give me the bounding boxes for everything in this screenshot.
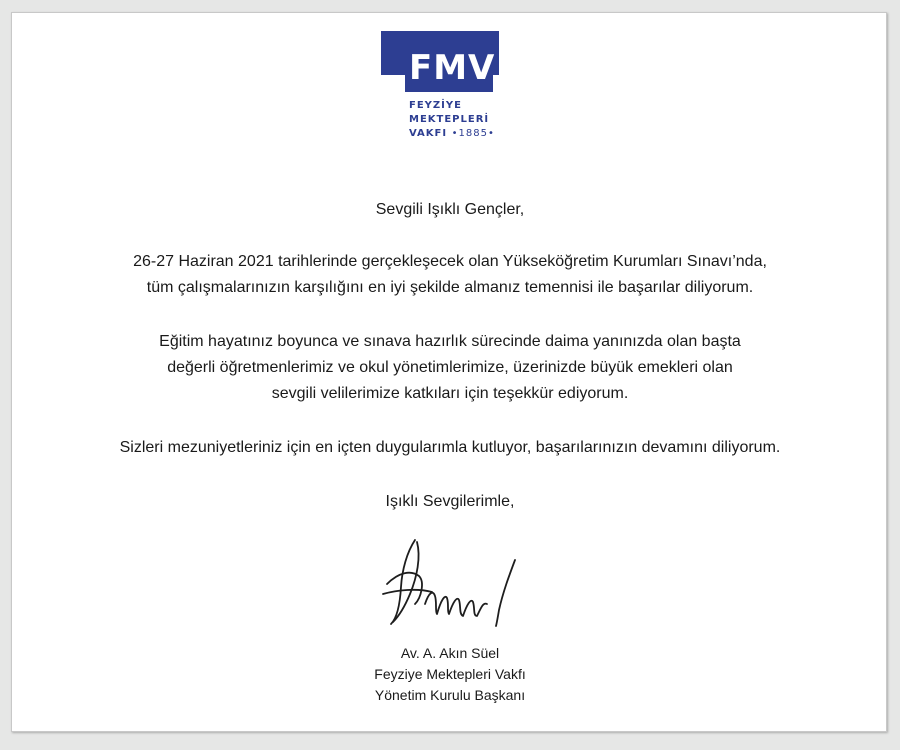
fmv-logo: [381, 31, 499, 156]
signer-organization: Feyziye Mektepleri Vakfı: [374, 666, 526, 682]
logo-line-3-name: VAKFI: [409, 128, 448, 139]
greeting-text: Sevgili Işıklı Gençler,: [375, 201, 525, 218]
paragraph-3: [0, 435, 900, 461]
paragraph-1: [0, 249, 900, 301]
closing: [0, 489, 900, 515]
paragraph-2-line-2: değerli öğretmenlerimiz ve okul yönetimlerimize, üzerinizde büyük emekleri olan: [167, 359, 733, 376]
logo-letters: FMV: [405, 44, 493, 92]
closing-text: Işıklı Sevgilerimle,: [385, 493, 515, 510]
greeting: [0, 197, 900, 223]
logo-line-2: MEKTEPLERİ: [409, 114, 490, 125]
signer-name: Av. A. Akın Süel: [400, 645, 500, 661]
paragraph-3-text: Sizleri mezuniyetleriniz için en içten duygularımla kutluyor, başarılarınızın devamını diliyorum.: [119, 439, 781, 456]
logo-text: [409, 99, 495, 141]
paragraph-2-line-3: sevgili velilerimize katkıları için teşekkür ediyorum.: [271, 385, 629, 402]
paragraph-2-line-1: Eğitim hayatınız boyunca ve sınava hazırlık sürecinde daima yanınızda olan başta: [159, 333, 741, 350]
signer-block: [0, 643, 900, 706]
paragraph-1-line-2: tüm çalışmalarınızın karşılığını en iyi şekilde almanız temennisi ile başarılar diliyorum.: [146, 279, 754, 296]
paragraph-1-line-1: 26-27 Haziran 2021 tarihlerinde gerçekleşecek olan Yükseköğretim Kurumları Sınavı’nda,: [133, 253, 767, 270]
logo-line-1: FEYZİYE: [409, 100, 462, 111]
logo-line-3: [409, 127, 495, 141]
paragraph-2: [0, 329, 900, 407]
signature-image: [377, 532, 522, 632]
logo-year: •1885•: [451, 128, 495, 139]
signer-title: Yönetim Kurulu Başkanı: [374, 687, 526, 703]
